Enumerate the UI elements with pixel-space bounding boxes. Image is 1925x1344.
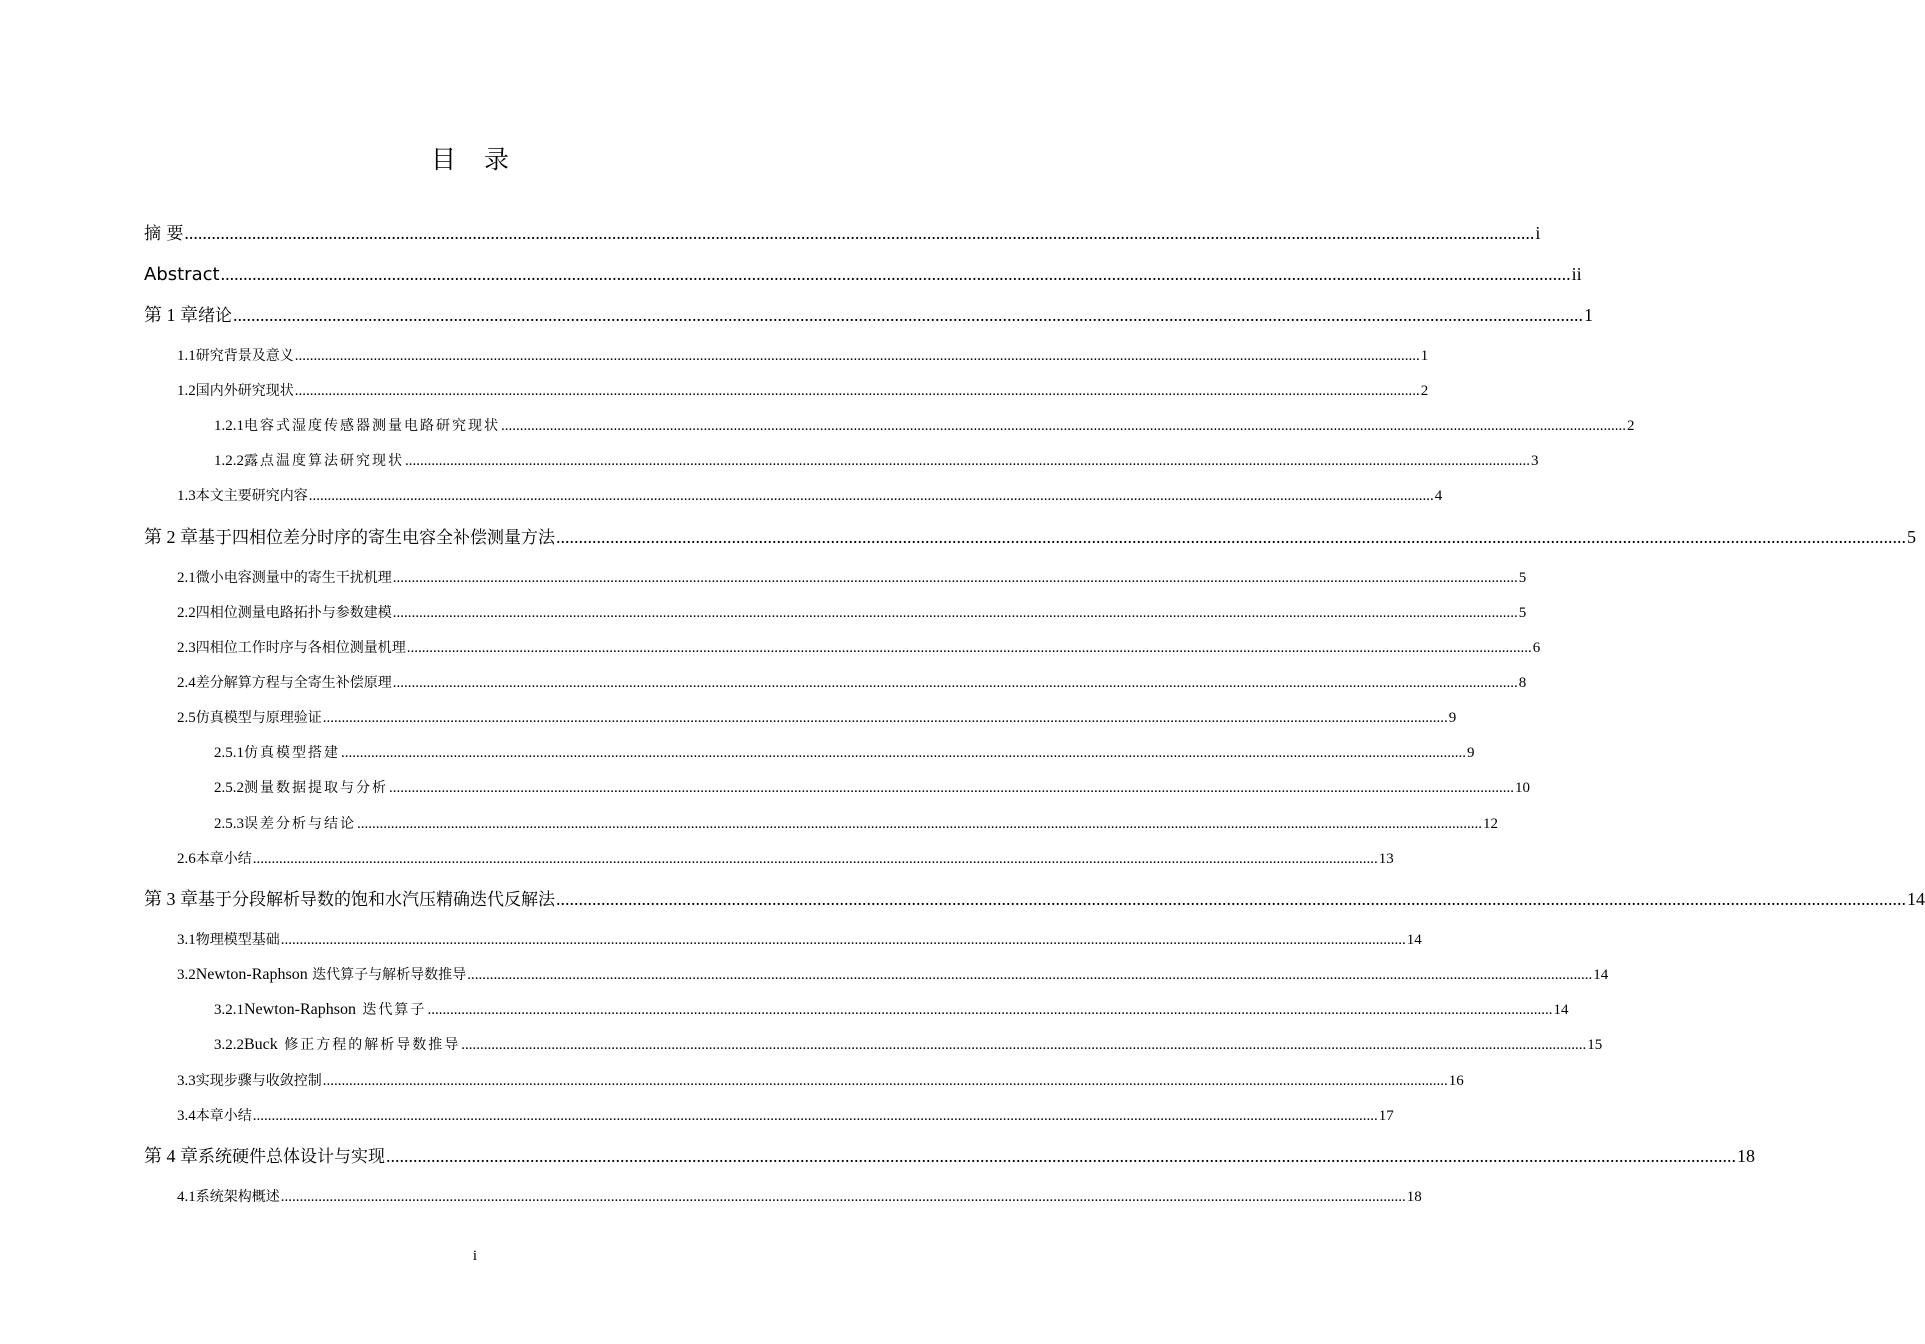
toc-leader-dots: ............................................................................................................................................................................................................................................................................................................ bbox=[461, 1037, 1587, 1053]
toc-leader-dots: ............................................................................................................................................................................................................................................................................................................ bbox=[392, 675, 1518, 691]
toc-leader-dots: ............................................................................................................................................................................................................................................................................................................ bbox=[406, 640, 1532, 656]
toc-entry-page: 14 bbox=[1593, 967, 1609, 983]
toc-entry-number: 2.5 bbox=[177, 710, 196, 726]
toc-entry-page: 14 bbox=[1907, 889, 1925, 909]
toc-entry-number: 2.3 bbox=[177, 640, 196, 656]
toc-entry[interactable] bbox=[177, 566, 1527, 590]
toc-entry-number: 3.1 bbox=[177, 932, 196, 948]
toc-entry-title: Newton-Raphson 迭代算子 bbox=[244, 1001, 427, 1018]
toc-entry-number: 第 3 章 bbox=[144, 889, 198, 909]
toc-leader-dots: ............................................................................................................................................................................................................................................................................................................ bbox=[392, 570, 1518, 586]
toc-entry-page: 5 bbox=[1907, 527, 1916, 547]
toc-leader-dots: ............................................................................................................................................................................................................................................................................................................ bbox=[392, 605, 1518, 621]
toc-entry[interactable] bbox=[214, 812, 1498, 836]
toc-entry-number: 1.2.2 bbox=[214, 453, 244, 469]
toc-entry-page: 1 bbox=[1584, 305, 1593, 325]
toc-leader-dots: ............................................................................................................................................................................................................................................................................................................ bbox=[501, 418, 1626, 434]
toc-entry[interactable] bbox=[177, 484, 1443, 508]
toc-entry-page: 12 bbox=[1483, 816, 1498, 832]
toc-entry-number: 2.1 bbox=[177, 570, 196, 586]
toc-entry-page: 8 bbox=[1518, 675, 1527, 691]
toc-entry-title: 系统架构概述 bbox=[195, 1189, 280, 1205]
toc-leader-dots: ............................................................................................................................................................................................................................................................................................................ bbox=[280, 932, 1406, 948]
toc-entry[interactable] bbox=[214, 1033, 1603, 1057]
toc-leader-dots: ............................................................................................................................................................................................................................................................................................................ bbox=[389, 780, 1514, 796]
toc-entry-number: 第 1 章 bbox=[144, 305, 198, 325]
toc-entry-number: 第 2 章 bbox=[144, 527, 198, 547]
toc-entry-page: 16 bbox=[1448, 1073, 1464, 1089]
toc-leader-dots: ............................................................................................................................................................................................................................................................................................................ bbox=[556, 527, 1906, 547]
toc-entry[interactable] bbox=[214, 449, 1539, 473]
toc-entry-number: 1.2 bbox=[177, 383, 196, 399]
toc-entry[interactable] bbox=[177, 1185, 1422, 1209]
toc-entry-title: 仿真模型搭建 bbox=[244, 745, 340, 761]
toc-entry-number: 1.2.1 bbox=[214, 418, 244, 434]
toc-entry-title: 绪论 bbox=[198, 306, 232, 326]
page-number: i bbox=[472, 1248, 478, 1264]
toc-entry-page: 2 bbox=[1627, 418, 1635, 434]
toc-entry-page: 15 bbox=[1587, 1037, 1603, 1053]
toc-entry-title: Newton-Raphson 迭代算子与解析导数推导 bbox=[195, 966, 467, 983]
toc-entry[interactable] bbox=[214, 741, 1475, 765]
toc-entry-page: i bbox=[1535, 223, 1541, 243]
toc-entry-page: 5 bbox=[1518, 605, 1527, 621]
toc-entry-number: 2.5.2 bbox=[214, 780, 244, 796]
toc-entry-number: 3.3 bbox=[177, 1073, 196, 1089]
toc-leader-dots: ............................................................................................................................................................................................................................................................................................................ bbox=[357, 816, 1482, 832]
toc-entry-title: 国内外研究现状 bbox=[195, 383, 294, 399]
toc-entry-title: 实现步骤与收敛控制 bbox=[195, 1073, 322, 1089]
toc-entry-page: 18 bbox=[1737, 1146, 1755, 1166]
toc-leader-dots: ............................................................................................................................................................................................................................................................................................................ bbox=[556, 889, 1906, 909]
toc-entry[interactable] bbox=[177, 379, 1429, 403]
toc-leader-dots: ............................................................................................................................................................................................................................................................................................................ bbox=[322, 1073, 1448, 1089]
toc-entry-number: 3.2 bbox=[177, 967, 196, 983]
toc-leader-dots: ............................................................................................................................................................................................................................................................................................................ bbox=[322, 710, 1448, 726]
toc-entry-title: 基于分段解析导数的饱和水汽压精确迭代反解法 bbox=[198, 890, 555, 910]
toc-entry[interactable] bbox=[177, 1069, 1464, 1093]
toc-entry-page: 13 bbox=[1378, 851, 1394, 867]
toc-entry-number: 1.1 bbox=[177, 348, 196, 364]
toc-entry-number: 2.4 bbox=[177, 675, 196, 691]
toc-entry-title: 系统硬件总体设计与实现 bbox=[198, 1147, 385, 1167]
toc-entry[interactable] bbox=[144, 887, 1925, 911]
toc-leader-dots: ............................................................................................................................................................................................................................................................................................................ bbox=[294, 383, 1420, 399]
toc-entry-title: 测量数据提取与分析 bbox=[244, 780, 388, 796]
toc-entry-page: 10 bbox=[1515, 780, 1530, 796]
toc-leader-dots: ............................................................................................................................................................................................................................................................................................................ bbox=[427, 1002, 1553, 1018]
toc-entry-number: 2.6 bbox=[177, 851, 196, 867]
toc-entry-page: 2 bbox=[1420, 383, 1429, 399]
toc-entry-number: 3.2.2 bbox=[214, 1037, 244, 1053]
toc-entry-number: 2.5.1 bbox=[214, 745, 244, 761]
toc-entry-title: 本文主要研究内容 bbox=[195, 488, 308, 504]
toc-entry-page: 9 bbox=[1467, 745, 1475, 761]
toc-entry[interactable] bbox=[177, 847, 1394, 871]
toc-entry[interactable] bbox=[144, 1144, 1755, 1168]
toc-entry-title: 研究背景及意义 bbox=[195, 348, 294, 364]
toc-entry-page: 14 bbox=[1553, 1002, 1569, 1018]
toc-entry-title: 差分解算方程与全寄生补偿原理 bbox=[195, 675, 392, 691]
toc-leader-dots: ............................................................................................................................................................................................................................................................................................................ bbox=[386, 1146, 1736, 1166]
toc-leader-dots: ............................................................................................................................................................................................................................................................................................................ bbox=[308, 488, 1434, 504]
toc-entry[interactable] bbox=[214, 776, 1530, 800]
toc-leader-dots: ............................................................................................................................................................................................................................................................................................................ bbox=[405, 453, 1530, 469]
toc-entry-page: 14 bbox=[1406, 932, 1422, 948]
toc-entry-number: 第 4 章 bbox=[144, 1146, 198, 1166]
toc-entry[interactable] bbox=[214, 414, 1635, 438]
toc-entry-page: 4 bbox=[1434, 488, 1443, 504]
toc-entry[interactable] bbox=[177, 706, 1457, 730]
toc-leader-dots: ............................................................................................................................................................................................................................................................................................................ bbox=[467, 967, 1593, 983]
toc-leader-dots: ............................................................................................................................................................................................................................................................................................................ bbox=[233, 305, 1583, 325]
toc-entry[interactable] bbox=[177, 963, 1609, 987]
toc-entry[interactable] bbox=[144, 525, 1916, 549]
toc-entry-title: 电容式湿度传感器测量电路研究现状 bbox=[244, 418, 500, 434]
toc-entry-title: 露点温度算法研究现状 bbox=[244, 453, 404, 469]
toc-entry-title: 仿真模型与原理验证 bbox=[195, 710, 322, 726]
toc-entry-number: 3.4 bbox=[177, 1108, 196, 1124]
toc-title: 目 录 bbox=[431, 145, 519, 174]
toc-entry-number: 1.3 bbox=[177, 488, 196, 504]
toc-entry-page: ii bbox=[1571, 264, 1582, 284]
toc-entry-number: 2.2 bbox=[177, 605, 196, 621]
toc-entry-number: 2.5.3 bbox=[214, 816, 244, 832]
toc-entry-title: 微小电容测量中的寄生干扰机理 bbox=[195, 570, 392, 586]
toc-entry[interactable] bbox=[177, 671, 1527, 695]
toc-entry-title: 摘 要 bbox=[144, 224, 184, 244]
toc-entry-title: Abstract bbox=[144, 264, 220, 285]
toc-entry-title: 本章小结 bbox=[195, 851, 252, 867]
toc-entry-title: 误差分析与结论 bbox=[244, 816, 356, 832]
toc-entry[interactable] bbox=[177, 344, 1429, 368]
toc-entry[interactable] bbox=[214, 998, 1569, 1022]
toc-entry-page: 1 bbox=[1420, 348, 1429, 364]
toc-entry-page: 17 bbox=[1378, 1108, 1394, 1124]
toc-leader-dots: ............................................................................................................................................................................................................................................................................................................ bbox=[280, 1189, 1406, 1205]
toc-entry-page: 9 bbox=[1448, 710, 1457, 726]
toc-entry-title: Buck 修正方程的解析导数推导 bbox=[244, 1036, 461, 1053]
toc-entry[interactable] bbox=[177, 928, 1422, 952]
toc-entry-title: 本章小结 bbox=[195, 1108, 252, 1124]
toc-leader-dots: ............................................................................................................................................................................................................................................................................................................ bbox=[252, 1108, 1378, 1124]
toc-entry-page: 6 bbox=[1532, 640, 1541, 656]
toc-leader-dots: ............................................................................................................................................................................................................................................................................................................ bbox=[184, 223, 1535, 243]
toc-leader-dots: ............................................................................................................................................................................................................................................................................................................ bbox=[294, 348, 1420, 364]
toc-entry-page: 3 bbox=[1531, 453, 1539, 469]
toc-entry[interactable] bbox=[177, 601, 1527, 625]
toc-entry-page: 18 bbox=[1406, 1189, 1422, 1205]
toc-entry[interactable] bbox=[144, 221, 1541, 245]
toc-entry-number: 4.1 bbox=[177, 1189, 196, 1205]
toc-entry-title: 四相位测量电路拓扑与参数建模 bbox=[195, 605, 392, 621]
toc-entry-title: 基于四相位差分时序的寄生电容全补偿测量方法 bbox=[198, 528, 555, 548]
toc-leader-dots: ............................................................................................................................................................................................................................................................................................................ bbox=[220, 264, 1571, 284]
toc-entry-number: 3.2.1 bbox=[214, 1002, 244, 1018]
toc-entry[interactable] bbox=[144, 262, 1582, 286]
toc-leader-dots: ............................................................................................................................................................................................................................................................................................................ bbox=[341, 745, 1466, 761]
toc-entry[interactable] bbox=[177, 1104, 1394, 1128]
toc-entry-title: 四相位工作时序与各相位测量机理 bbox=[195, 640, 406, 656]
toc-entry[interactable] bbox=[177, 636, 1541, 660]
toc-leader-dots: ............................................................................................................................................................................................................................................................................................................ bbox=[252, 851, 1378, 867]
toc-entry-title: 物理模型基础 bbox=[195, 932, 280, 948]
toc-entry[interactable] bbox=[144, 303, 1593, 327]
toc-entry-page: 5 bbox=[1518, 570, 1527, 586]
